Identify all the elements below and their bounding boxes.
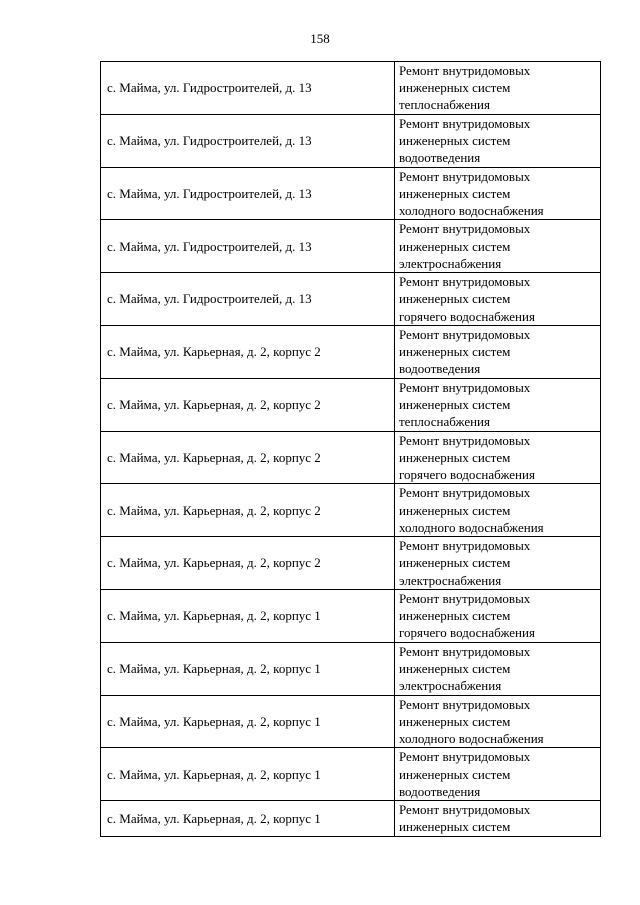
work-type-cell [395,748,601,801]
table-row [101,695,601,748]
address-cell: с. Майма, ул. Карьерная, д. 2, корпус 2 [101,325,395,378]
work-type-line: Ремонт внутридомовых [399,63,531,78]
work-type-cell [395,273,601,326]
table-row [101,537,601,590]
work-type-line: инженерных систем [399,502,511,518]
work-type-line: инженерных систем [399,80,511,96]
address-cell: с. Майма, ул. Гидростроителей, д. 13 [101,220,395,273]
work-type-cell [395,325,601,378]
work-type-line: инженерных систем [399,449,511,465]
work-type-cell [395,642,601,695]
work-type-line: Ремонт внутридомовых [399,221,531,237]
work-type-line: Ремонт внутридомовых [399,326,531,342]
works-table-body [101,62,601,837]
work-type-line: инженерных систем [399,185,511,201]
work-type-line: Ремонт внутридомовых [399,168,531,184]
work-type-line: холодного водоснабжения [399,203,544,218]
table-row [101,378,601,431]
address-cell: с. Майма, ул. Карьерная, д. 2, корпус 1 [101,589,395,642]
work-type-line: инженерных систем [399,291,511,307]
work-type-line: теплоснабжения [399,414,490,430]
table-row [101,167,601,220]
work-type-line: холодного водоснабжения [399,519,544,535]
table-row [101,589,601,642]
address-cell: с. Майма, ул. Карьерная, д. 2, корпус 2 [101,378,395,431]
address-cell: с. Майма, ул. Карьерная, д. 2, корпус 1 [101,801,395,836]
address-cell: с. Майма, ул. Карьерная, д. 2, корпус 2 [101,431,395,484]
work-type-line: Ремонт внутридомовых [399,274,531,290]
address-cell: с. Майма, ул. Карьерная, д. 2, корпус 1 [101,748,395,801]
work-type-line: инженерных систем [399,660,511,676]
table-row [101,484,601,537]
work-type-line: электроснабжения [399,572,502,588]
work-type-cell [395,167,601,220]
work-type-line: теплоснабжения [399,97,490,113]
work-type-line: Ремонт внутридомовых [399,749,531,765]
table-row [101,114,601,167]
table-row [101,62,601,115]
work-type-line: водоотведения [399,783,481,799]
work-type-line: инженерных систем [399,819,511,835]
table-row [101,801,601,836]
address-cell: с. Майма, ул. Гидростроителей, д. 13 [101,62,395,115]
page-number: 158 [310,31,330,46]
work-type-cell [395,378,601,431]
address-cell: с. Майма, ул. Карьерная, д. 2, корпус 2 [101,484,395,537]
work-type-cell [395,801,601,836]
work-type-line: инженерных систем [399,344,511,360]
work-type-line: инженерных систем [399,608,511,624]
work-type-line: Ремонт внутридомовых [399,590,531,606]
address-cell: с. Майма, ул. Карьерная, д. 2, корпус 2 [101,537,395,590]
table-row [101,748,601,801]
work-type-line: Ремонт внутридомовых [399,802,531,818]
address-cell: с. Майма, ул. Карьерная, д. 2, корпус 1 [101,695,395,748]
work-type-cell [395,220,601,273]
work-type-cell [395,589,601,642]
work-type-cell [395,537,601,590]
work-type-line: водоотведения [399,150,481,166]
work-type-line: инженерных систем [399,766,511,782]
work-type-line: горячего водоснабжения [399,625,535,641]
address-cell: с. Майма, ул. Гидростроителей, д. 13 [101,114,395,167]
table-row [101,220,601,273]
work-type-line: горячего водоснабжения [399,466,535,482]
work-type-line: Ремонт внутридомовых [399,485,531,501]
work-type-line: горячего водоснабжения [399,308,535,324]
works-table [100,61,601,837]
work-type-line: водоотведения [399,361,481,377]
work-type-line: инженерных систем [399,396,511,412]
work-type-cell [395,484,601,537]
work-type-line: Ремонт внутридомовых [399,379,531,395]
work-type-cell [395,431,601,484]
address-cell: с. Майма, ул. Карьерная, д. 2, корпус 1 [101,642,395,695]
work-type-cell [395,62,601,115]
work-type-line: холодного водоснабжения [399,730,544,746]
work-type-line: инженерных систем [399,713,511,729]
work-type-line: инженерных систем [399,133,511,148]
table-row [101,325,601,378]
table-row [101,431,601,484]
work-type-line: электроснабжения [399,255,502,271]
address-cell: с. Майма, ул. Гидростроителей, д. 13 [101,167,395,220]
work-type-line: электроснабжения [399,678,502,694]
work-type-line: Ремонт внутридомовых [399,643,531,659]
work-type-cell [395,695,601,748]
work-type-line: инженерных систем [399,555,511,571]
work-type-line: инженерных систем [399,238,511,254]
work-type-line: Ремонт внутридомовых [399,432,531,448]
work-type-cell [395,114,601,167]
table-row [101,273,601,326]
work-type-line: Ремонт внутридомовых [399,696,531,712]
work-type-line: Ремонт внутридомовых [399,538,531,554]
table-row [101,642,601,695]
address-cell: с. Майма, ул. Гидростроителей, д. 13 [101,273,395,326]
work-type-line: Ремонт внутридомовых [399,115,531,131]
